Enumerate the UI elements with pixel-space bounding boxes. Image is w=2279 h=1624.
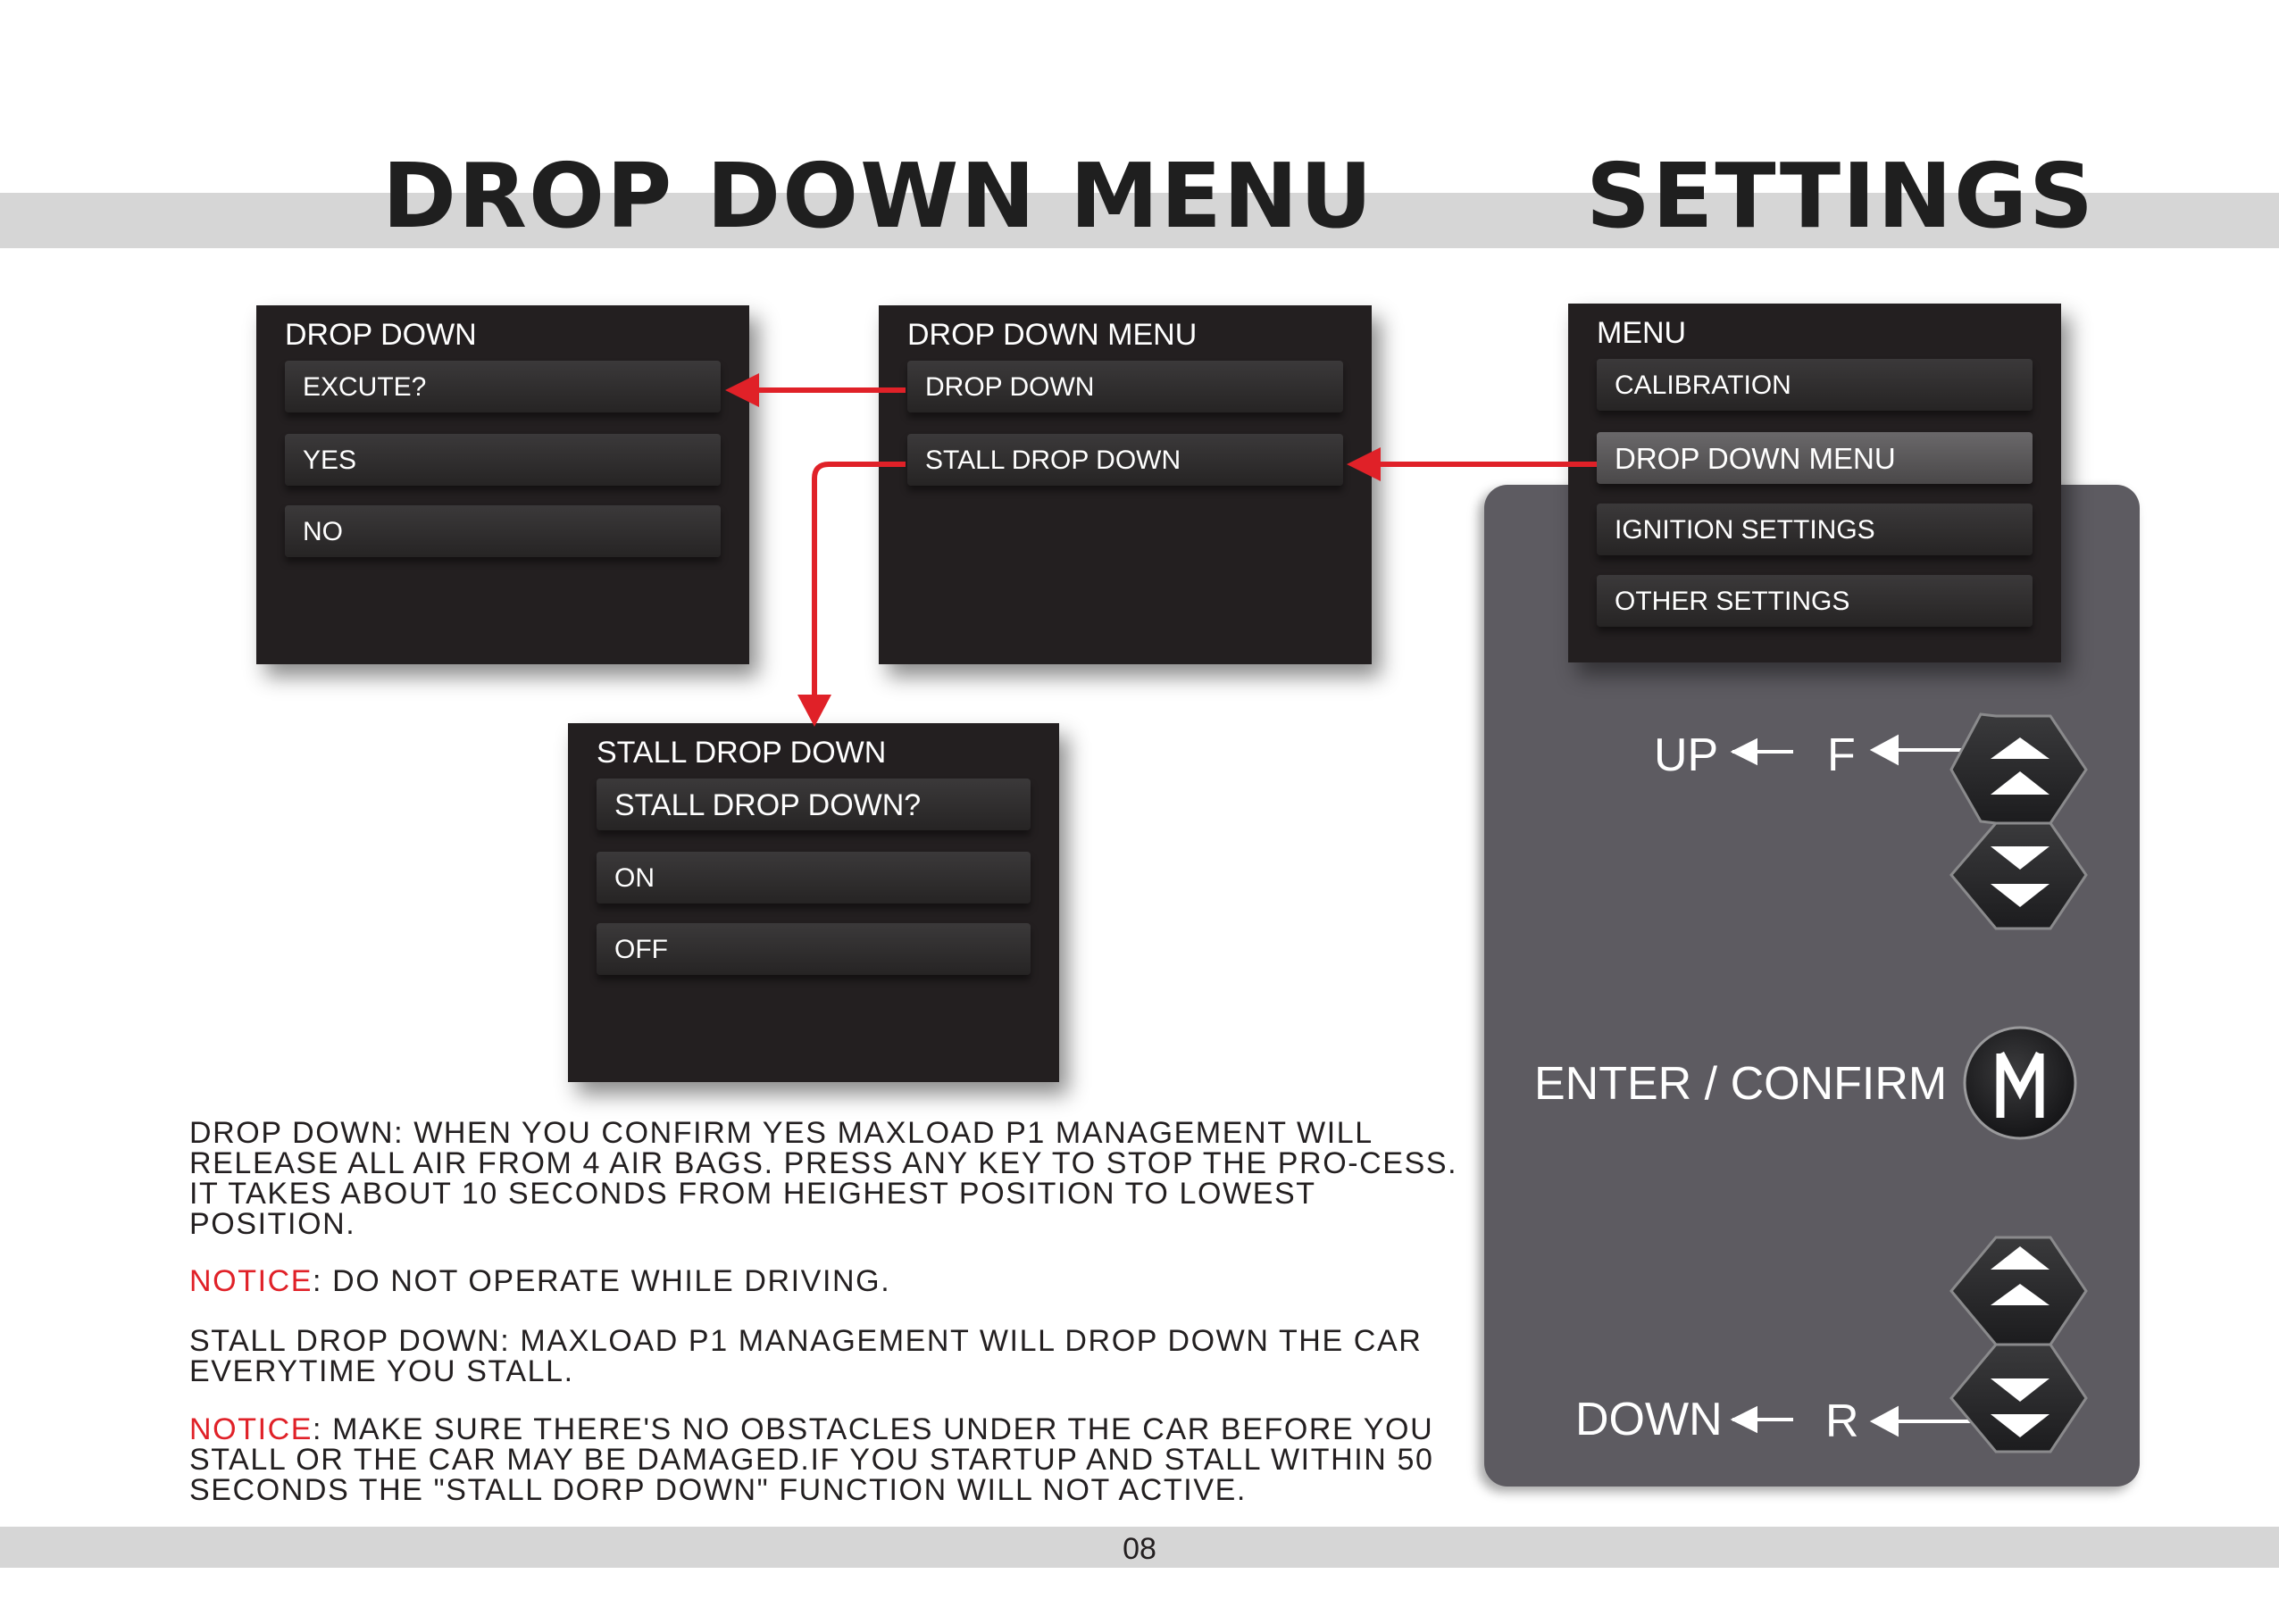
menu-item-label: OTHER SETTINGS [1615, 587, 1850, 616]
menu-item-label: ON [614, 863, 655, 893]
heading-settings: SETTINGS [1586, 144, 2096, 248]
menu-item-label: YES [303, 446, 357, 475]
arrow-to-drop-down [725, 373, 906, 407]
label-r: R [1825, 1395, 1859, 1447]
page-number: 08 [1123, 1532, 1156, 1566]
up-button-r[interactable] [1951, 1237, 2086, 1345]
down-button-r[interactable] [1951, 1345, 2086, 1452]
menu-item-label: CALIBRATION [1615, 371, 1791, 400]
screen-title: MENU [1597, 316, 1687, 350]
notice-text: : DO NOT OPERATE WHILE DRIVING. [313, 1264, 891, 1298]
arrow-down-label-icon [1732, 1409, 1793, 1430]
menu-item-label: EXCUTE? [303, 372, 427, 402]
menu-item-label: NO [303, 517, 343, 546]
menu-item-label: STALL DROP DOWN [925, 446, 1181, 475]
arrow-to-drop-down-menu [1347, 447, 1597, 481]
down-button-f[interactable] [1951, 823, 2086, 929]
menu-item-label: IGNITION SETTINGS [1615, 515, 1875, 545]
menu-item-label: DROP DOWN MENU [1615, 442, 1896, 475]
screen-title: DROP DOWN [285, 318, 477, 352]
up-button-f[interactable] [1951, 714, 2086, 823]
arrow-to-stall-drop-down [797, 464, 906, 727]
label-f: F [1827, 729, 1856, 781]
screen-title: STALL DROP DOWN [597, 736, 887, 770]
notice-label: NOTICE [189, 1412, 313, 1446]
label-enter-confirm: ENTER / CONFIRM [1534, 1058, 1948, 1110]
description-drop-down: DROP DOWN: WHEN YOU CONFIRM YES MAXLOAD P1 MANAGEMENT WILL RELEASE ALL AIR FROM 4 AIR BAGS. PRESS ANY KEY TO STOP THE PRO-CESS. IT TAKES ABOUT 10 SECONDS FROM HEIGHEST POSITION TO LOWEST POSITION. [189, 1116, 1458, 1241]
m-enter-button[interactable] [1965, 1028, 2075, 1138]
heading-drop-down-menu: DROP DOWN MENU [382, 144, 1374, 248]
arrow-up-icon [1732, 741, 1793, 762]
notice-label: NOTICE [189, 1264, 313, 1298]
notice-text: : MAKE SURE THERE'S NO OBSTACLES UNDER THE CAR BEFORE YOU STALL OR THE CAR MAY BE DAMAGED.IF YOU STARTUP AND STALL WITHIN 50 SECONDS THE "STALL DORP DOWN" FUNCTION WILL NOT ACTIVE. [189, 1412, 1434, 1507]
notice-1 [189, 1266, 1475, 1296]
notice-2 [189, 1414, 1475, 1505]
menu-item-label: STALL DROP DOWN? [614, 788, 922, 822]
screen-title: DROP DOWN MENU [907, 318, 1198, 352]
description-stall-drop-down: STALL DROP DOWN: MAXLOAD P1 MANAGEMENT WILL DROP DOWN THE CAR EVERYTIME YOU STALL. [189, 1324, 1423, 1388]
menu-item-label: DROP DOWN [925, 372, 1095, 402]
menu-item-label: OFF [614, 935, 668, 964]
label-down: DOWN [1575, 1394, 1723, 1445]
label-up: UP [1654, 729, 1719, 781]
